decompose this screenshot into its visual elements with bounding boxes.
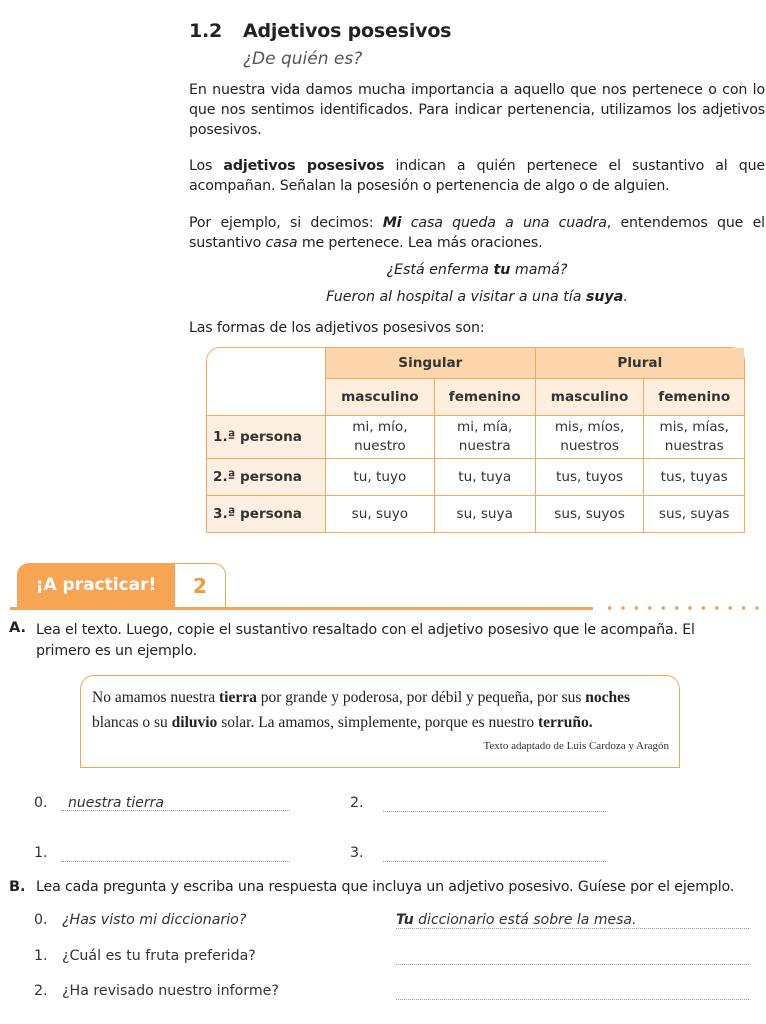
question-text: ¿Ha revisado nuestro informe? [62, 983, 279, 999]
table-row [207, 459, 744, 496]
text: ¿Está enferma [386, 262, 494, 278]
possessive: tu [493, 262, 511, 278]
response-field-2[interactable] [396, 983, 749, 1000]
practice-number: 2 [175, 563, 226, 608]
answer-bold: Tu [396, 912, 414, 928]
table-corner [207, 348, 326, 416]
text: mamá? [510, 262, 568, 278]
intro-paragraph: En nuestra vida damos mucha importancia a aquello que nos pertenece o con lo que nos sentimos identificados. Para indicar pertenencia, utilizamos los adjetivos posesivos. [189, 82, 765, 138]
answer-field-2[interactable] [383, 795, 606, 812]
table-cell: su, suya [435, 496, 536, 532]
response-field-0[interactable] [396, 912, 749, 929]
table-intro: Las formas de los adjetivos posesivos son: [189, 320, 485, 336]
text: Por ejemplo, si decimos: [189, 215, 383, 231]
question-number: 2. [34, 983, 48, 999]
quote-box [80, 675, 680, 768]
possessive-adjectives-table [206, 347, 745, 533]
quote-fragment: por grande y poderosa, por débil y pequeña, por sus [256, 689, 586, 706]
quote-fragment: blancas o su [92, 714, 172, 731]
divider-dotted [603, 606, 766, 610]
question-text: ¿Has visto mi diccionario? [62, 912, 247, 928]
text: Los [189, 158, 224, 174]
text: . [623, 289, 628, 305]
header-plural: Plural [536, 348, 744, 379]
answer-number: 2. [350, 795, 364, 811]
header-plur-masc: masculino [536, 379, 645, 416]
answer-text: diccionario está sobre la mesa. [413, 912, 637, 928]
answer-field-0[interactable]: nuestra tierra [62, 795, 290, 811]
definition-paragraph [189, 156, 765, 196]
section-title: Adjetivos posesivos [243, 20, 452, 42]
row-label: 3.ª persona [207, 496, 326, 532]
answer-number: 3. [350, 845, 364, 861]
answer-field-3[interactable] [383, 845, 606, 862]
table-cell: mis, míos, nuestros [536, 416, 645, 459]
term-bold: adjetivos posesivos [223, 158, 385, 174]
response-field-1[interactable] [396, 948, 749, 965]
header-singular: Singular [326, 348, 536, 379]
section-subtitle: ¿De quién es? [243, 49, 363, 69]
highlighted-noun: tierra [218, 689, 257, 706]
example-paragraph [189, 213, 765, 253]
example-phrase: casa queda a una cuadra [401, 215, 607, 231]
quote-text [92, 685, 672, 735]
table-row [207, 496, 744, 532]
possessive: suya [585, 289, 624, 305]
text: indican a quién pertenece el sustantivo al que acompañan. Señalan la posesión o pertenencia de algo o de alguien. [189, 158, 766, 194]
highlighted-noun: noches [585, 689, 631, 706]
text: me pertenece. Lea más oraciones. [297, 235, 543, 251]
row-label: 1.ª persona [207, 416, 326, 459]
table-cell: sus, suyas [658, 505, 730, 522]
section-number: 1.2 [189, 20, 223, 42]
question-number: 1. [34, 948, 48, 964]
text: Fueron al hospital a visitar a una tía [326, 289, 586, 305]
text: , entendemos que el sustantivo [189, 215, 765, 251]
table-cell: tu, tuyo [326, 459, 435, 496]
table-cell: tus, tuyas [644, 459, 744, 496]
answer-number: 0. [34, 795, 48, 811]
example-sentence-2 [189, 289, 765, 305]
table-cell: mi, mía, nuestra [435, 416, 536, 459]
table-cell: su, suyo [326, 496, 435, 532]
divider-solid [10, 607, 593, 610]
quote-fragment: No amamos nuestra [92, 689, 219, 706]
example-sentence-1 [189, 262, 765, 278]
header-plur-fem: femenino [644, 379, 744, 416]
exercise-a-letter: A. [9, 620, 26, 636]
table-cell: mis, mías, nuestras [644, 416, 744, 459]
quote-credit: Texto adaptado de Luis Cardoza y Aragón [483, 740, 669, 752]
header-sing-fem: femenino [435, 379, 536, 416]
table-cell: mi, mío, nuestro [326, 416, 435, 459]
table-cell: sus, suyos [536, 496, 645, 532]
exercise-a-instruction: Lea el texto. Luego, copie el sustantivo resaltado con el adjetivo posesivo que le acompaña. El primero es un ejemplo. [36, 622, 695, 659]
example-noun: casa [265, 235, 298, 251]
table-cell: tu, tuya [435, 459, 536, 496]
practice-label: ¡A practicar! [17, 563, 175, 608]
answer-number: 1. [34, 845, 48, 861]
question-text: ¿Cuál es tu fruta preferida? [62, 948, 256, 964]
answer-field-1[interactable] [62, 845, 290, 862]
table-row [207, 416, 744, 459]
header-sing-masc: masculino [326, 379, 435, 416]
quote-fragment: solar. La amamos, simplemente, porque es nuestro [217, 714, 538, 731]
highlighted-noun: diluvio [171, 714, 218, 731]
example-possessive: Mi [382, 215, 402, 231]
table-cell: tus, tuyos [536, 459, 645, 496]
exercise-b-letter: B. [9, 879, 26, 895]
question-number: 0. [34, 912, 48, 928]
highlighted-noun: terruño. [538, 714, 593, 731]
exercise-b-instruction: Lea cada pregunta y escriba una respuesta que incluya un adjetivo posesivo. Guíese por el ejemplo. [36, 879, 735, 895]
row-label: 2.ª persona [207, 459, 326, 496]
